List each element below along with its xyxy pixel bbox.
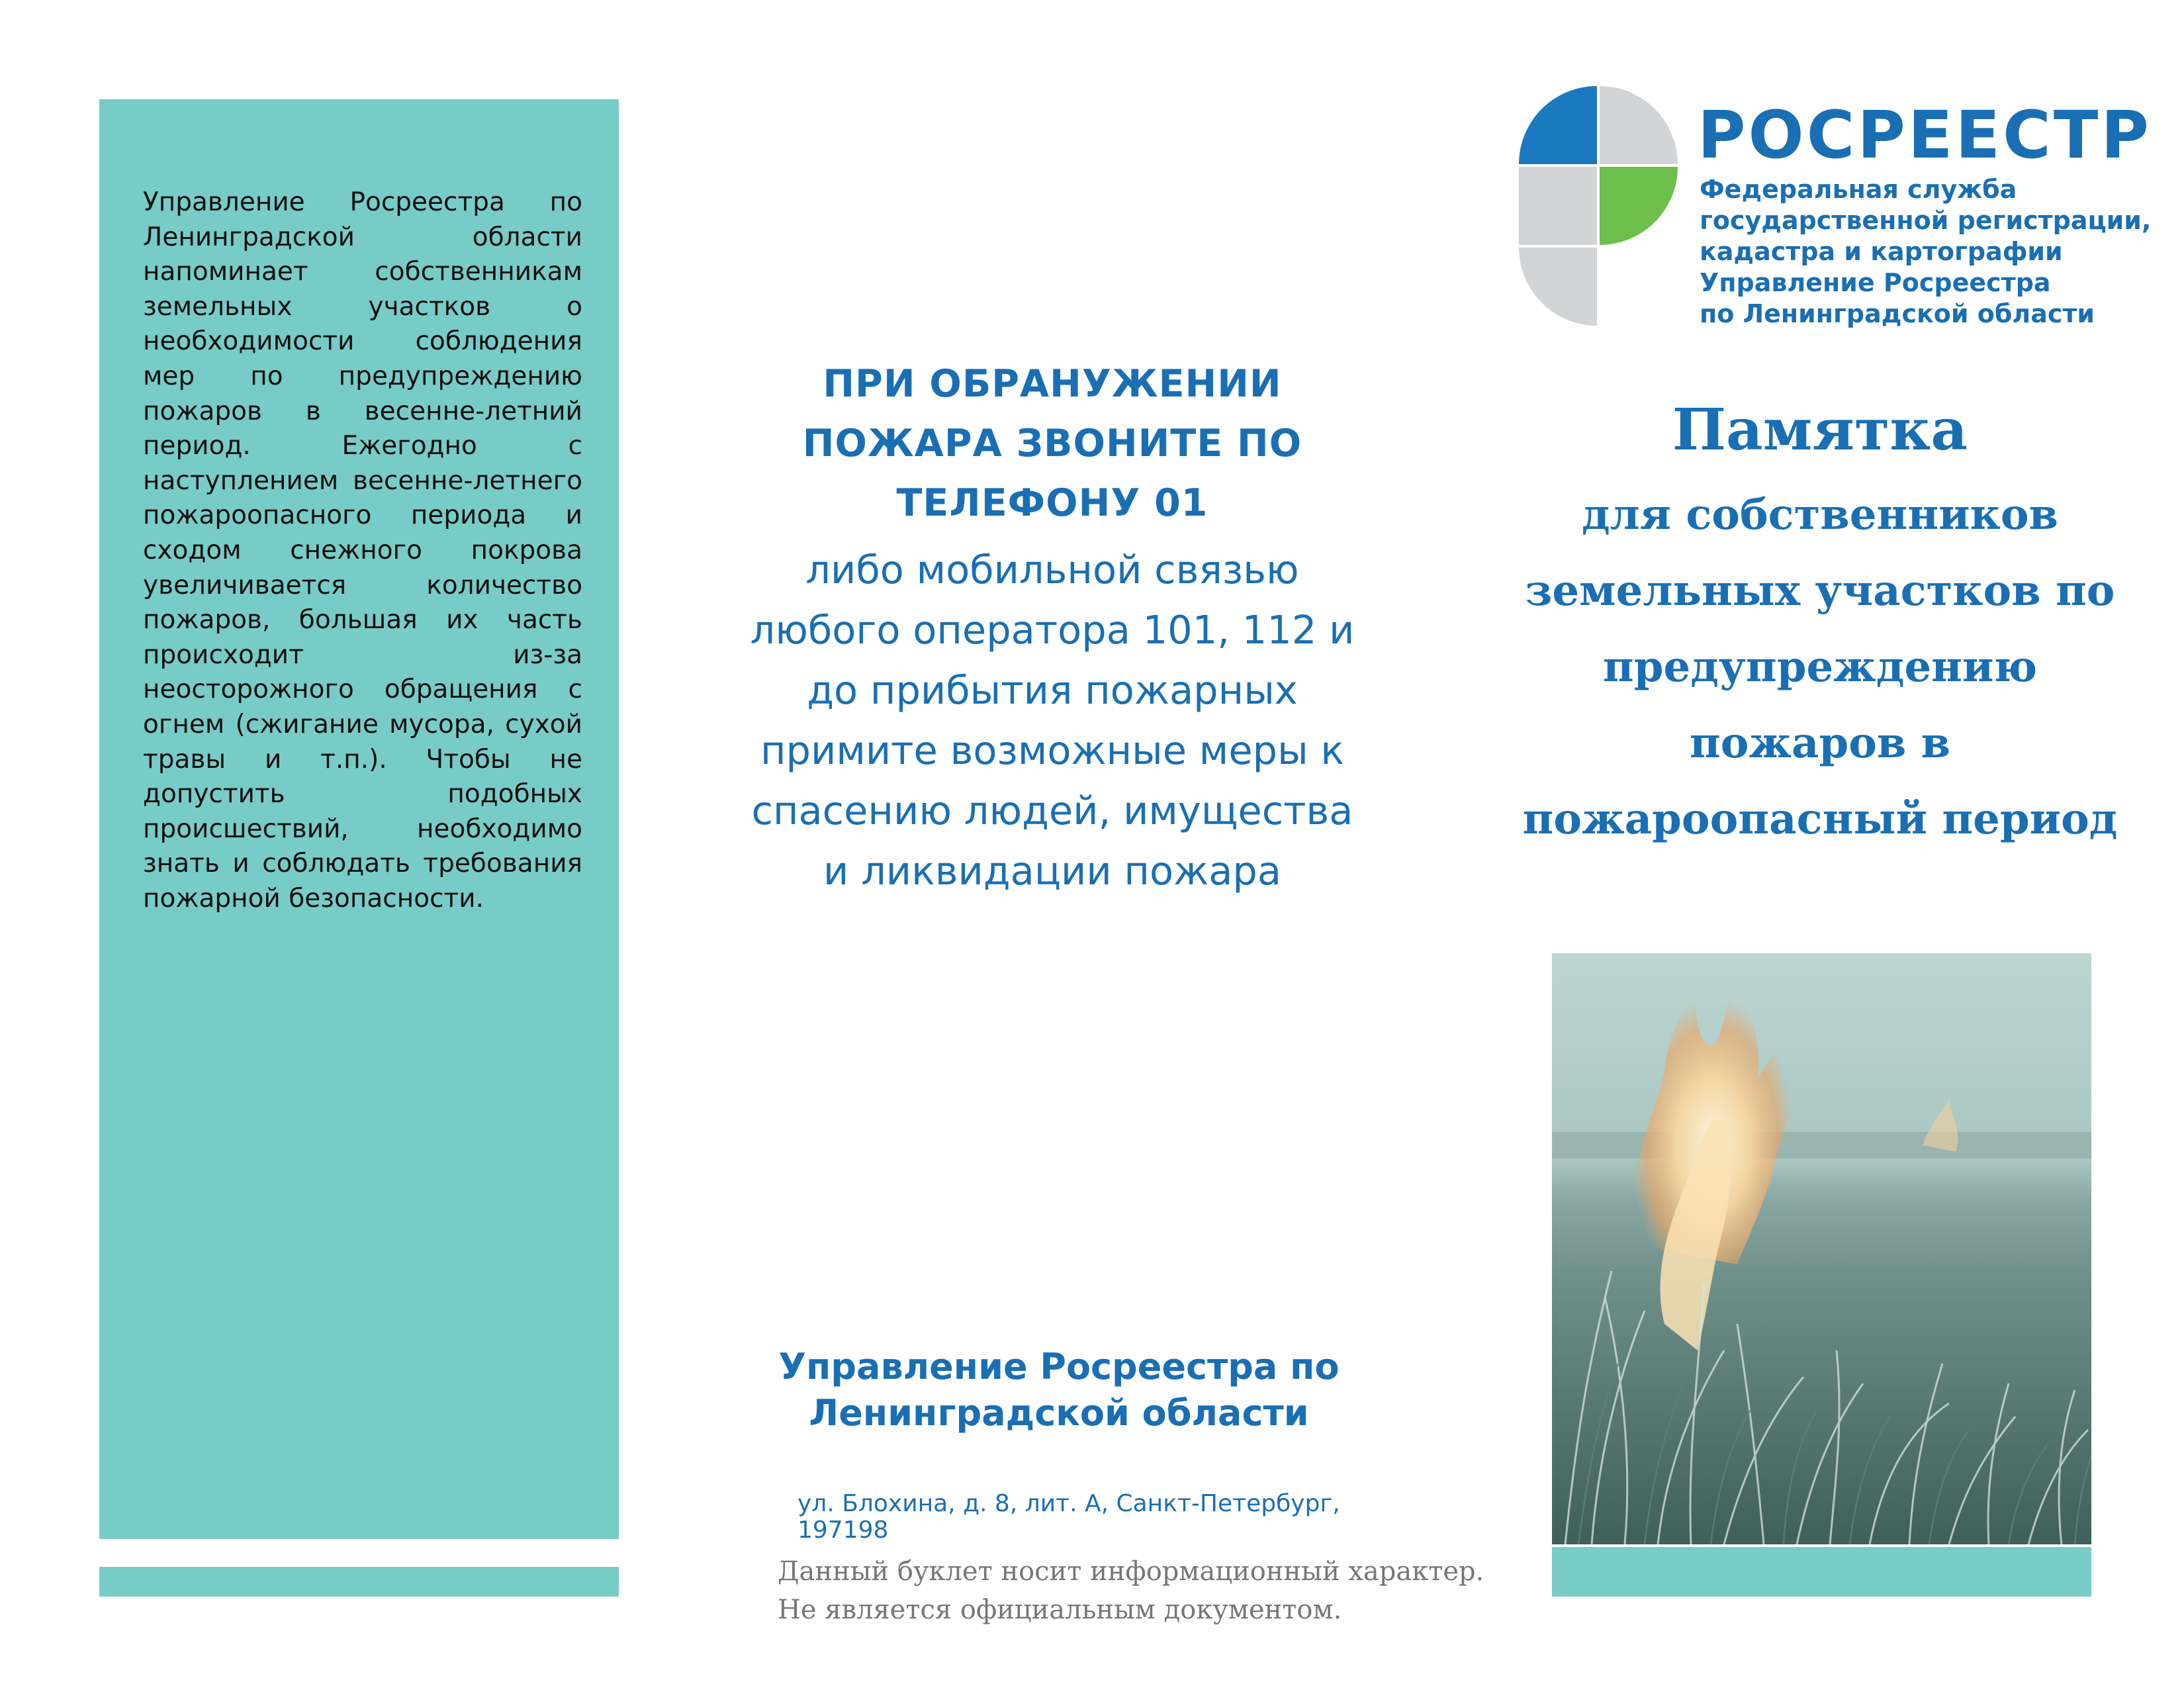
left-accent-strip <box>99 1567 619 1597</box>
memo-subtitle: для собственников земельных участков по предупреждению пожаров в пожароопасный период <box>1522 490 2118 844</box>
brand-subtitle-line: государственной регистрации, <box>1700 206 2152 235</box>
brand-subtitle-line: Федеральная служба <box>1700 175 2017 204</box>
emergency-instructions-text: либо мобильной связью любого оператора 101, 112 и до прибытия пожарных примите возможные меры к спасению людей, имущества и ликвидации пожара <box>750 547 1355 894</box>
rosreestr-logo-icon <box>1519 86 1678 328</box>
emergency-call-heading: ПРИ ОБРАНУЖЕНИИ ПОЖАРА ЗВОНИТЕ ПО ТЕЛЕФОНУ 01 <box>802 362 1302 525</box>
fire-safety-reminder-text: Управление Росреестра по Ленинградской области напоминает собственникам земельных участков о необходимости соблюдения мер по предупреждению пожаров в весенне-летний период. Ежегодно с наступлением весенне-летнего пожароопасного периода и сходом снежного покрова увеличивается количество пожаров, большая их часть происходит из-за неосторожного обращения с огнем (сжигание мусора, сухой травы и т.п.). Чтобы не допустить подобных происшествий, необходимо знать и соблюдать требования пожарной безопасности. <box>143 187 582 914</box>
organization-address: ул. Блохина, д. 8, лит. А, Санкт-Петербург, 197198 <box>797 1490 1340 1544</box>
brand-subtitle-line: кадастра и картографии <box>1700 237 2063 266</box>
grass-fire-photo <box>1552 953 2091 1544</box>
organization-name: Управление Росреестра по Ленинградской области <box>778 1346 1340 1434</box>
brand-name: РОСРЕЕСТР <box>1698 97 2152 173</box>
memo-title: Памятка <box>1672 397 1968 463</box>
brand-subtitle-line: Управление Росреестра <box>1700 268 2051 297</box>
brand-subtitle-line: по Ленинградской области <box>1700 299 2095 328</box>
disclaimer-text: Данный буклет носит информационный характер. Не является официальным документом. <box>778 1556 1484 1625</box>
brand-subtitle <box>1700 174 2163 330</box>
right-accent-strip <box>1552 1547 2091 1597</box>
